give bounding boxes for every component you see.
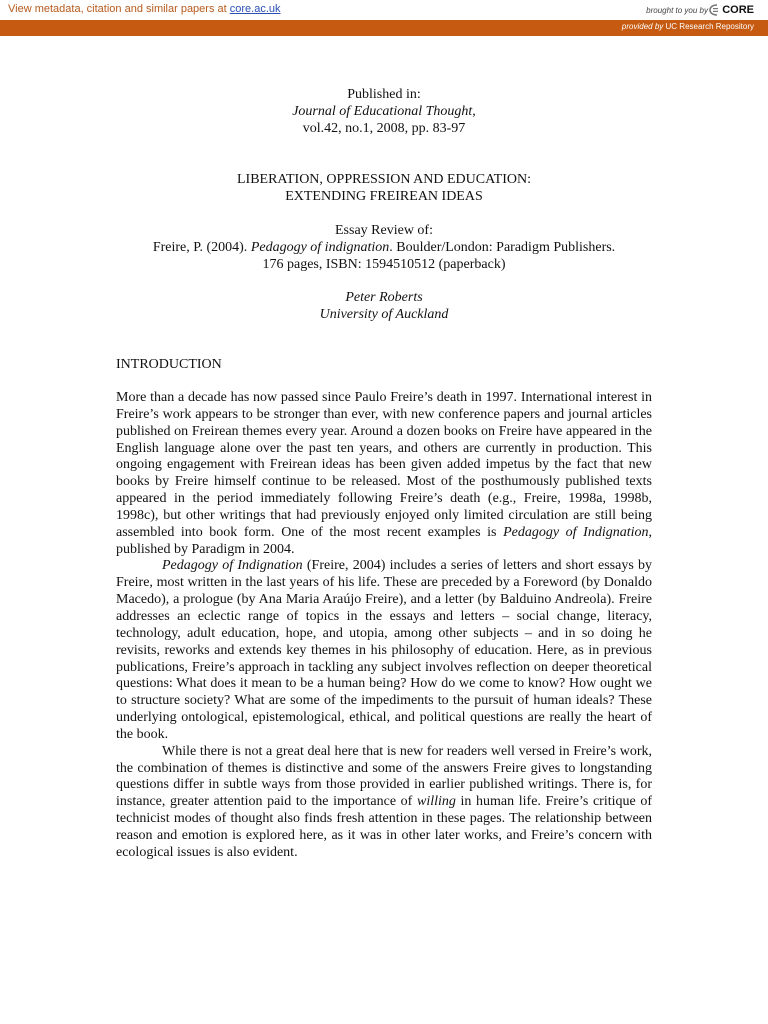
volume-line: vol.42, no.1, 2008, pp. 83-97: [302, 121, 466, 136]
core-logo-text: CORE: [722, 4, 754, 16]
review-citation: [0, 222, 768, 273]
provided-by-label: provided by: [621, 22, 664, 31]
paragraph-2-book-title: Pedagogy of Indignation: [162, 558, 303, 574]
published-in-label: Published in:: [347, 87, 421, 102]
citation-book-title: Pedagogy of indignation: [250, 240, 390, 255]
paragraph-1-book-title: Pedagogy of Indignation: [503, 524, 649, 540]
article-title: [0, 171, 768, 205]
citation-line-2: 176 pages, ISBN: 1594510512 (paperback): [262, 257, 506, 272]
title-line-1: LIBERATION, OPPRESSION AND EDUCATION:: [236, 172, 531, 187]
citation-suffix: . Boulder/London: Paradigm Publishers.: [389, 240, 616, 255]
paragraph-1: [116, 390, 652, 558]
paragraph-1-text-b: , published by Paradigm in 2004.: [116, 524, 653, 557]
journal-suffix: ,: [472, 104, 476, 119]
paragraph-1-text-a: More than a decade has now passed since Paulo Freire’s death in 1997. International interest in Freire’s work appears to be stronger than ever, with new conference papers and journal articles published on Freirean themes every year. Around a dozen books on Freire have appeared in the English language alone over the past ten years, and others are currently in production. This ongoing engagement with Freirean ideas has been given added impetus by the fact that new books by Freire himself continue to be released. Most of the posthumously published texts appeared in the period immediately following Freire’s death (e.g., Freire, 1998a, 1998b, 1998c), but other writings that had previously enjoyed only limited circulation are still being assembled into book form. One of the most recent examples is: [116, 390, 652, 540]
title-line-2: EXTENDING FREIREAN IDEAS: [285, 189, 483, 204]
journal-name: Journal of Educational Thought: [292, 104, 473, 119]
paragraph-2-text: (Freire, 2004) includes a series of letters and short essays by Freire, most written in the last years of his life. These are preceded by a Foreword (by Donaldo Macedo), a prologue (by Ana Maria Araújo Freire), and a letter (by Balduino Andreola). Freire addresses an eclectic range of topics in the essays and letters – social change, literacy, technology, adult education, hope, and utopia, among other subjects – and in so doing he revisits, reworks and extends key themes in his philosophy of education. Here, as in previous publications, Freire’s approach in tackling any subject involves reflection on deeper theoretical questions: What does it mean to be a human being? How do we come to know? How ought we to structure society? What are some of the impediments to the pursuit of human ideals? These underlying ontological, epistemological, ethical, and political questions are really the heart of the book.: [116, 558, 652, 742]
brought-to-you-by-label: brought to you by: [646, 6, 708, 15]
core-metadata-link[interactable]: [8, 3, 281, 15]
author-affiliation: University of Auckland: [319, 307, 449, 322]
citation-prefix: Freire, P. (2004).: [152, 240, 251, 255]
journal-line: [0, 103, 768, 120]
citation-line-1: [0, 239, 768, 256]
core-banner: [0, 0, 768, 21]
core-logo-icon: [709, 4, 719, 16]
publication-header: [0, 86, 768, 137]
body-text: [116, 390, 652, 862]
section-heading: INTRODUCTION: [116, 357, 222, 372]
core-logo[interactable]: [709, 3, 754, 17]
paragraph-2: [116, 558, 652, 743]
core-provided-strip: [0, 21, 768, 36]
paragraph-3: [116, 744, 652, 862]
paragraph-3-emphasis: willing: [416, 794, 456, 810]
provided-by-name: UC Research Repository: [665, 22, 754, 31]
core-url-link[interactable]: core.ac.uk: [229, 3, 281, 15]
core-meta-prefix: View metadata, citation and similar papers at: [8, 3, 230, 15]
provided-by[interactable]: [622, 22, 754, 31]
essay-review-label: Essay Review of:: [335, 223, 433, 238]
paragraph-3-text-a: While there is not a great deal here that is new for readers well versed in Freire’s work, the combination of themes is distinctive and some of the answers Freire gives to longstanding questions differ in subtle ways from those provided in earlier published writings. There is, for instance, greater attention paid to the importance of: [116, 743, 652, 810]
author-name: Peter Roberts: [345, 290, 423, 305]
paragraph-3-text-b: in human life. Freire’s critique of technicist modes of thought also finds fresh attention in these pages. The relationship between reason and emotion is explored here, as it was in other later works, and Freire’s concern with ecological issues is also evident.: [116, 794, 652, 860]
author-block: [0, 289, 768, 323]
